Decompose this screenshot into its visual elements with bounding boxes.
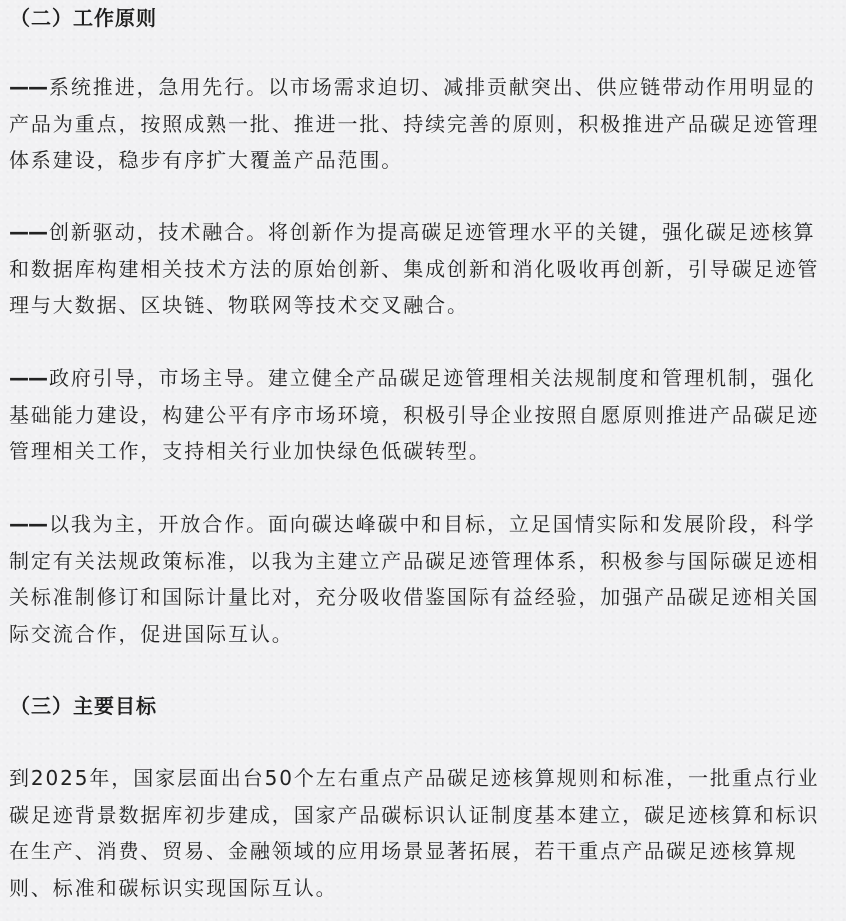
paragraph-line: 基础能力建设，构建公平有序市场环境，积极引导企业按照自愿原则推进产品碳足迹 (9, 402, 820, 427)
paragraph-line (9, 69, 835, 106)
section-heading-main-goals: （三）主要目标 (10, 694, 157, 718)
line-text: 创新驱动，技术融合。将创新作为提高碳足迹管理水平的关键，强化碳足迹核算 (49, 220, 816, 244)
paragraph-line: 到2025年，国家层面出台50个左右重点产品碳足迹核算规则和标准，一批重点行业 (9, 766, 820, 790)
paragraph-line: 则、标准和碳标识实现国际互认。 (9, 875, 338, 900)
line-text: 政府引导，市场主导。建立健全产品碳足迹管理相关法规制度和管理机制，强化 (49, 366, 816, 390)
paragraph-line: 和数据库构建相关技术方法的原始创新、集成创新和消化吸收再创新，引导碳足迹管 (9, 256, 820, 281)
em-dash: —— (9, 75, 47, 99)
paragraph-line: 际交流合作，促进国际互认。 (9, 621, 294, 646)
principle-paragraph-open-cooperation (9, 506, 835, 652)
paragraph-line: 管理相关工作，支持相关行业加快绿色低碳转型。 (9, 439, 491, 463)
goal-paragraph (9, 760, 835, 906)
paragraph-line: 关标准制修订和国际计量比对，充分吸收借鉴国际有益经验，加强产品碳足迹相关国 (9, 585, 820, 609)
principle-paragraph-government (9, 360, 835, 470)
paragraph-line: 制定有关法规政策标准，以我为主建立产品碳足迹管理体系，积极参与国际碳足迹相 (9, 548, 820, 573)
paragraph-line: 理与大数据、区块链、物联网等技术交叉融合。 (9, 293, 469, 317)
paragraph-line (9, 214, 835, 251)
line-text: 以我为主，开放合作。面向碳达峰碳中和目标，立足国情实际和发展阶段，科学 (49, 512, 816, 536)
section-heading-work-principles: （二）工作原则 (10, 6, 157, 30)
principle-paragraph-innovation (9, 214, 835, 324)
paragraph-line: 碳足迹背景数据库初步建成，国家产品碳标识认证制度基本建立，碳足迹核算和标识 (9, 802, 820, 827)
principle-paragraph-systematic (9, 69, 835, 179)
em-dash: —— (9, 512, 47, 536)
em-dash: —— (9, 366, 47, 390)
paragraph-line (9, 506, 835, 543)
line-text: 系统推进，急用先行。以市场需求迫切、减排贡献突出、供应链带动作用明显的 (49, 75, 816, 99)
paragraph-line (9, 360, 835, 397)
paragraph-line: 在生产、消费、贸易、金融领域的应用场景显著拓展，若干重点产品碳足迹核算规 (9, 839, 798, 863)
paragraph-line: 产品为重点，按照成熟一批、推进一批、持续完善的原则，积极推进产品碳足迹管理 (9, 111, 820, 136)
paragraph-line: 体系建设，稳步有序扩大覆盖产品范围。 (9, 148, 404, 172)
em-dash: —— (9, 220, 47, 244)
